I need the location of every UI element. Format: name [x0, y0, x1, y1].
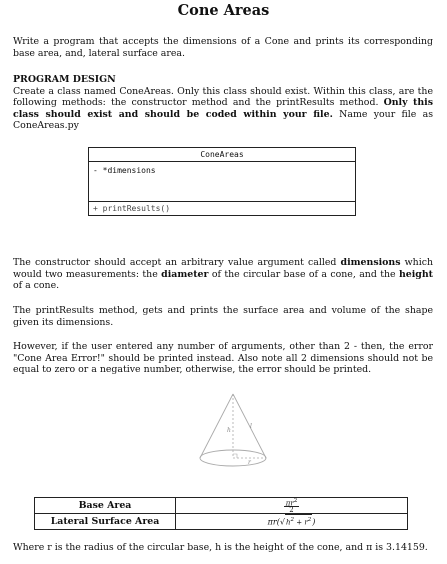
page-title: Cone Areas [177, 2, 270, 19]
ctor-bold-dimensions: dimensions [340, 257, 401, 268]
table-row [35, 514, 408, 530]
program-design-text [13, 86, 433, 132]
program-design-section [13, 74, 433, 132]
ctor-text-3: of the circular base of a cone, and the [208, 268, 399, 280]
ctor-text-1: The constructor should accept an arbitrary value argument called [13, 257, 341, 268]
error-paragraph: However, if the user entered any number of arguments, other than 2 - then, the error "Cone Area Error!" should be printed instead. Also note all 2 dimensions should not be equal to zero or a negative number, otherwise, the error should be printed. [13, 341, 433, 376]
program-design-heading: PROGRAM DESIGN [13, 74, 116, 85]
lateral-area-label: Lateral Surface Area [35, 514, 176, 530]
uml-method: + printResults() [93, 204, 171, 213]
ctor-text-2: which would two measurements: the [13, 257, 433, 280]
uml-class-name: ConeAreas [89, 148, 355, 162]
slant-label: l [250, 423, 252, 430]
table-row [35, 498, 408, 514]
formula-table [34, 497, 408, 530]
height-label: h [227, 427, 231, 434]
uml-attributes [89, 162, 355, 202]
constructor-paragraph [13, 257, 433, 292]
print-results-paragraph: The printResults method, gets and prints the surface area and volume of the shape given its dimensions. [13, 305, 433, 328]
design-bold-text: Only this class should exist and should be coded within your file. [13, 97, 433, 120]
intro-paragraph: Write a program that accepts the dimensions of a Cone and prints its corresponding base area, and, lateral surface area. [13, 36, 433, 59]
ctor-bold-height: height [398, 268, 433, 280]
uml-class-diagram [88, 147, 356, 216]
lateral-area-formula: $\pi r(√h^2 + r^2)$ [176, 514, 408, 530]
design-text-2: Name your file as ConeAreas.py [13, 108, 434, 132]
cone-figure [198, 392, 268, 468]
ctor-text-4: of a cone. [13, 280, 60, 292]
design-text-1: Create a class named ConeAreas. Only this class should exist. Within this class, are the following methods: the constructor method and the printResults method. [13, 85, 433, 109]
footer-note: Where r is the radius of the circular base, h is the height of the cone, and π is 3.14159. [13, 542, 428, 553]
ctor-bold-diameter: diameter [161, 268, 209, 280]
uml-attribute: - *dimensions [93, 166, 156, 175]
base-area-formula: $\frac{\pi r^2}{2}$ [176, 498, 408, 514]
radius-label: r [248, 459, 251, 466]
base-area-label: Base Area [35, 498, 176, 514]
